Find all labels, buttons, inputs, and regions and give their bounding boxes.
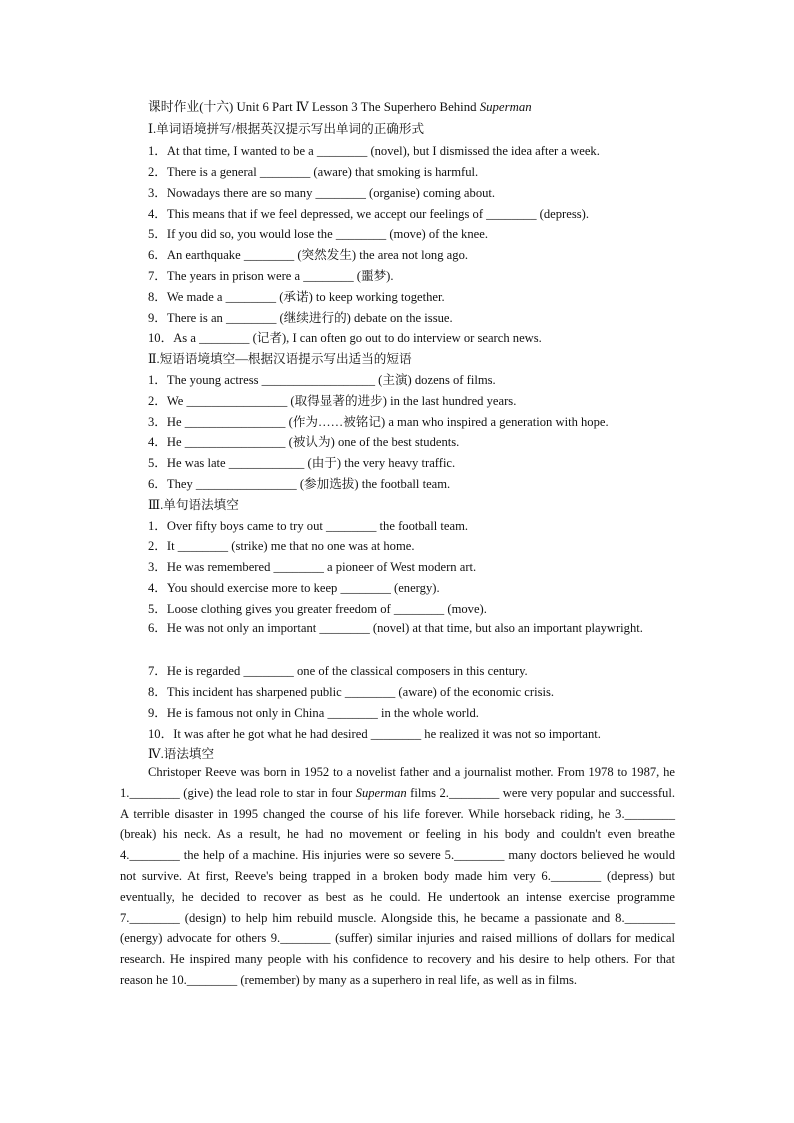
page-title: 课时作业(十六) Unit 6 Part Ⅳ Lesson 3 The Superhero Behind Superman [148, 100, 532, 114]
section-heading: Ⅳ.语法填空 [148, 747, 215, 761]
exercise-item: 2．It ________ (strike) me that no one was at home. [148, 539, 415, 553]
exercise-item: 8．We made a ________ (承诺) to keep working together. [148, 290, 445, 304]
exercise-item: 1．The young actress __________________ (主演) dozens of films. [148, 373, 496, 387]
exercise-item: 3．Nowadays there are so many ________ (organise) coming about. [148, 186, 496, 200]
cloze-passage: Christoper Reeve was born in 1952 to a novelist father and a journalist mother. From 1978 to 1987, he 1.________ (give) the lead role to star in four Superman films 2.________ were very popular and successful. A terrible disaster in 1995 changed the course of his life forever. While horseback riding, he 3.________ (break) his neck. As a result, he had no movement or feeling in his body and couldn't even breathe 4.________ the help of a machine. His injuries were so severe 5.________ many doctors believed he would not survive. At first, Reeve's being trapped in a broken body made him very 6.________ (depress) but eventually, he decided to recover as best as he could. He undertook an intense exercise programme 7.________ (design) to help him rebuild muscle. Alongside this, he became a passionate and 8.________ (energy) advocate for others 9.________ (suffer) similar injuries and raised millions of dollars for medical research. He inspired many people with his confidence to recovery and his desire to help others. For that reason he 10.________ (remember) by many as a superhero in real life, as well as in films. [120, 765, 675, 987]
exercise-item: 8．This incident has sharpened public ________ (aware) of the economic crisis. [148, 685, 555, 699]
exercise-item: 6．He was not only an important ________ (novel) at that time, but also an important playwright. [148, 621, 643, 635]
exercise-item: 4．He ________________ (被认为) one of the best students. [148, 435, 460, 449]
exercise-item: 4．This means that if we feel depressed, we accept our feelings of ________ (depress). [148, 207, 589, 221]
exercise-item: 9．There is an ________ (继续进行的) debate on the issue. [148, 311, 453, 325]
exercise-item: 2．We ________________ (取得显著的进步) in the last hundred years. [148, 394, 517, 408]
exercise-item: 1．At that time, I wanted to be a ________ (novel), but I dismissed the idea after a week. [148, 144, 600, 158]
section-heading: Ⅰ.单词语境拼写/根据英汉提示写出单词的正确形式 [148, 122, 425, 136]
exercise-item: 3．He ________________ (作为……被铭记) a man who inspired a generation with hope. [148, 415, 609, 429]
exercise-item: 5．If you did so, you would lose the ________ (move) of the knee. [148, 227, 488, 241]
exercise-item: 6．An earthquake ________ (突然发生) the area not long ago. [148, 248, 469, 262]
exercise-item: 7．He is regarded ________ one of the classical composers in this century. [148, 664, 528, 678]
exercise-item: 2．There is a general ________ (aware) that smoking is harmful. [148, 165, 479, 179]
exercise-item: 5．Loose clothing gives you greater freedom of ________ (move). [148, 602, 487, 616]
exercise-item: 1．Over fifty boys came to try out ________ the football team. [148, 519, 469, 533]
section-heading: Ⅲ.单句语法填空 [148, 498, 239, 512]
title-italic: Superman [479, 100, 532, 114]
exercise-item: 4．You should exercise more to keep ________ (energy). [148, 581, 440, 595]
exercise-item: 7．The years in prison were a ________ (噩梦). [148, 269, 394, 283]
section-heading: Ⅱ.短语语境填空—根据汉语提示写出适当的短语 [148, 352, 412, 366]
exercise-item: 5．He was late ____________ (由于) the very heavy traffic. [148, 456, 456, 470]
exercise-item: 10．It was after he got what he had desired ________ he realized it was not so important. [148, 727, 601, 741]
exercise-item: 10．As a ________ (记者), I can often go out to do interview or search news. [148, 331, 542, 345]
exercise-item: 9．He is famous not only in China ________ in the whole world. [148, 706, 479, 720]
exercise-item: 6．They ________________ (参加选拔) the football team. [148, 477, 451, 491]
exercise-item: 3．He was remembered ________ a pioneer of West modern art. [148, 560, 477, 574]
